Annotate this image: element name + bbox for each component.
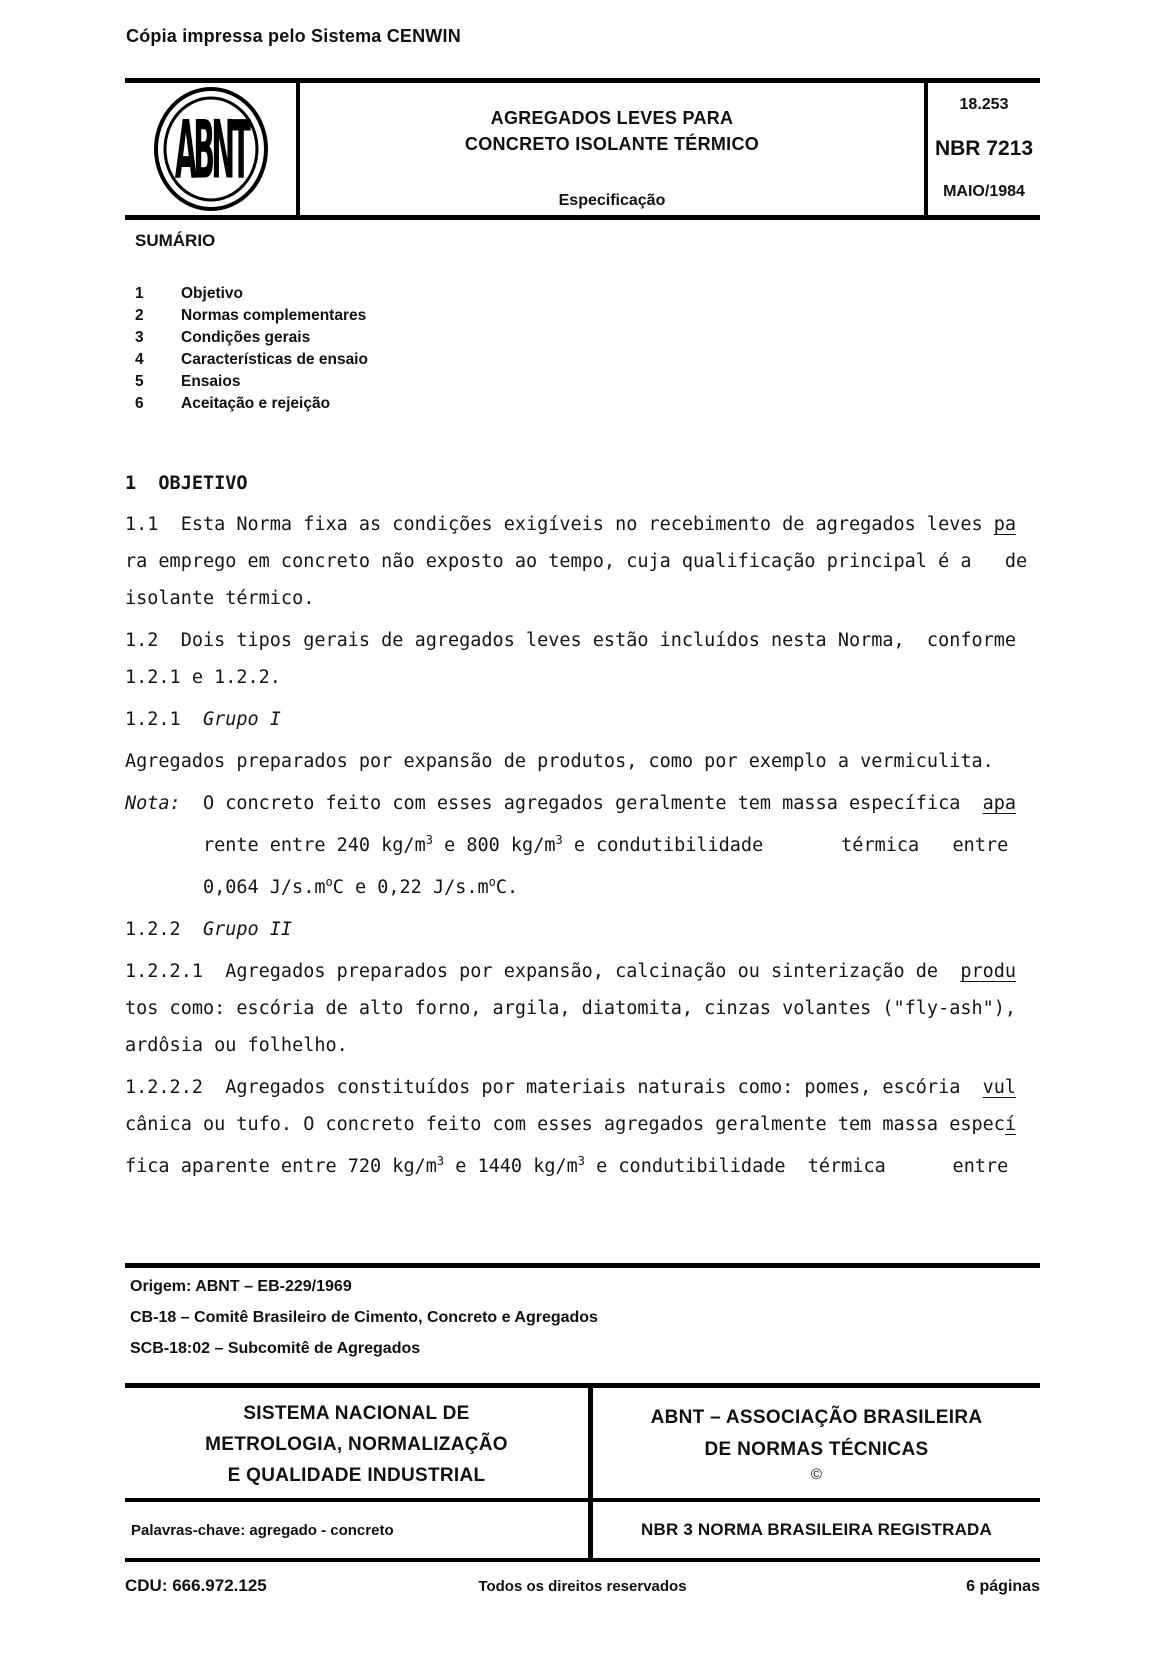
footer-bottom-line: [125, 1576, 1040, 1596]
text-run: 1.2.2.1 Agregados preparados por expansão, calcinação ou sinterização de: [125, 961, 961, 982]
summary-heading: SUMÁRIO: [135, 231, 216, 250]
paragraph-1-2: [125, 622, 1055, 696]
copyright-symbol: ©: [810, 1466, 823, 1483]
document-subtitle: Especificação: [558, 192, 666, 209]
registered-standard-cell: NBR 3 NORMA BRASILEIRA REGISTRADA: [640, 1520, 993, 1539]
print-system-note: Cópia impressa pelo Sistema CENWIN: [126, 26, 461, 46]
text-run: 1.2 Dois tipos gerais de agregados leves estão incluídos nesta Norma, conforme: [125, 630, 1017, 651]
subcommittee-line: SCB-18:02 – Subcomitê de Agregados: [130, 1340, 421, 1357]
origin-block: [130, 1278, 598, 1371]
standard-number: NBR 7213: [934, 136, 1034, 160]
toc-label: Normas complementares: [181, 307, 367, 324]
toc-item: [135, 349, 368, 371]
text-run: e 800 kg/m: [432, 835, 556, 856]
clause-number: 1.2.1: [125, 709, 203, 730]
paragraph-1-2-2-1: [125, 953, 1055, 1064]
paragraph-1-2-1: Agregados preparados por expansão de produtos, como por exemplo a vermiculita.: [125, 751, 994, 772]
text-run: cânica ou tufo. O concreto feito com esses agregados geralmente tem massa espec: [125, 1114, 1005, 1135]
clause-title-italic: Grupo I: [202, 709, 281, 730]
paragraph-1-2-2-2: [125, 1069, 1055, 1185]
text-run: e condutibilidade térmica entre: [562, 835, 1009, 856]
toc-label: Características de ensaio: [181, 351, 368, 368]
superscript: 3: [425, 833, 433, 847]
toc-number: 1: [135, 285, 144, 302]
abnt-association-box: [593, 1388, 1040, 1498]
heading-1-2-2: [125, 911, 1055, 948]
section-1-heading: 1 OBJETIVO: [125, 473, 248, 494]
title-cell: [300, 83, 928, 215]
text-run: tos como: escória de alto forno, argila, diatomita, cinzas volantes ("fly-ash"),: [125, 998, 1017, 1019]
footer-row-keywords: [125, 1498, 1040, 1558]
superscript: 3: [577, 1154, 585, 1168]
document-code: 18.253: [959, 96, 1009, 113]
rights-reserved-note: Todos os direitos reservados: [478, 1578, 687, 1595]
superscript: 3: [436, 1154, 445, 1168]
origin-line: Origem: ABNT – EB-229/1969: [130, 1278, 352, 1295]
superscript: o: [488, 875, 496, 889]
code-cell: [928, 83, 1040, 215]
abnt-association-line: ABNT – ASSOCIAÇÃO BRASILEIRA: [650, 1407, 983, 1428]
toc-item: [135, 305, 368, 327]
sinmetro-line: SISTEMA NACIONAL DE: [243, 1403, 470, 1424]
sinmetro-box: [125, 1388, 593, 1498]
superscript: o: [325, 875, 333, 889]
text-run: O concreto feito com esses agregados geralmente tem massa específica: [180, 793, 983, 814]
toc-item: [135, 327, 368, 349]
toc-item: [135, 283, 368, 305]
document-title-line1: AGREGADOS LEVES PARA: [490, 108, 734, 128]
publication-date: MAIO/1984: [943, 183, 1025, 200]
keywords-cell: Palavras-chave: agregado - concreto: [125, 1502, 593, 1558]
text-run: ardôsia ou folhelho.: [125, 1035, 348, 1056]
text-run: 1.2.2.2 Agregados constituídos por materiais naturais como: pomes, escória: [125, 1077, 983, 1098]
text-run: ra emprego em concreto não exposto ao tempo, cuja qualificação principal é a de: [125, 551, 1028, 572]
clause-number: 1.2.2: [125, 919, 203, 940]
text-run: C.: [495, 877, 519, 898]
heading-1-2-1: [125, 701, 1055, 738]
standard-header-box: [125, 78, 1040, 220]
abnt-logo-icon: [150, 85, 272, 213]
toc-number: 6: [135, 395, 144, 412]
summary-list: [135, 283, 368, 415]
abnt-logo-text: ABNT: [174, 104, 247, 198]
note-block: [125, 785, 1055, 906]
text-run: rente entre 240 kg/m: [202, 835, 426, 856]
hyphenated-syllable: í: [1004, 1114, 1017, 1135]
text-run: 1.2.1 e 1.2.2.: [125, 667, 281, 688]
abnt-logo-cell: [125, 83, 300, 215]
toc-number: 4: [135, 351, 144, 368]
hyphenated-syllable: produ: [960, 961, 1017, 982]
hyphenated-syllable: vul: [982, 1077, 1017, 1098]
toc-item: [135, 393, 368, 415]
toc-item: [135, 371, 368, 393]
sinmetro-line: METROLOGIA, NORMALIZAÇÃO: [205, 1434, 508, 1455]
toc-number: 3: [135, 329, 144, 346]
text-run: 1.1 Esta Norma fixa as condições exigíveis no recebimento de agregados leves: [125, 514, 994, 535]
document-body: [125, 465, 1055, 1190]
document-title-line2: CONCRETO ISOLANTE TÉRMICO: [464, 134, 760, 154]
clause-title-italic: Grupo II: [202, 919, 293, 940]
toc-label: Condições gerais: [181, 329, 311, 346]
toc-number: 5: [135, 373, 144, 390]
toc-label: Aceitação e rejeição: [181, 395, 331, 412]
note-label: Nota:: [125, 793, 181, 814]
toc-label: Objetivo: [181, 285, 244, 302]
text-run: 0,064 J/s.m: [202, 877, 326, 898]
text-run: isolante térmico.: [125, 588, 315, 609]
abnt-association-line: DE NORMAS TÉCNICAS: [704, 1439, 929, 1460]
text-run: C e 0,22 J/s.m: [332, 877, 489, 898]
toc-number: 2: [135, 307, 144, 324]
superscript: 3: [555, 833, 563, 847]
toc-label: Ensaios: [181, 373, 241, 390]
paragraph-1-1: [125, 506, 1055, 617]
page-count: 6 páginas: [966, 1578, 1040, 1595]
cdu-number: CDU: 666.972.125: [125, 1576, 267, 1595]
committee-line: CB-18 – Comitê Brasileiro de Cimento, Concreto e Agregados: [130, 1309, 598, 1326]
text-run: e condutibilidade térmica entre: [585, 1156, 1009, 1177]
footer-table: [125, 1383, 1040, 1562]
sinmetro-line: E QUALIDADE INDUSTRIAL: [227, 1465, 486, 1486]
hyphenated-syllable: apa: [982, 793, 1017, 814]
footer-row-institutions: [125, 1388, 1040, 1498]
text-run: e 1440 kg/m: [444, 1156, 578, 1177]
hyphenated-syllable: pa: [993, 514, 1017, 535]
text-run: fica aparente entre 720 kg/m: [125, 1156, 437, 1177]
origin-divider-line: [125, 1263, 1040, 1268]
